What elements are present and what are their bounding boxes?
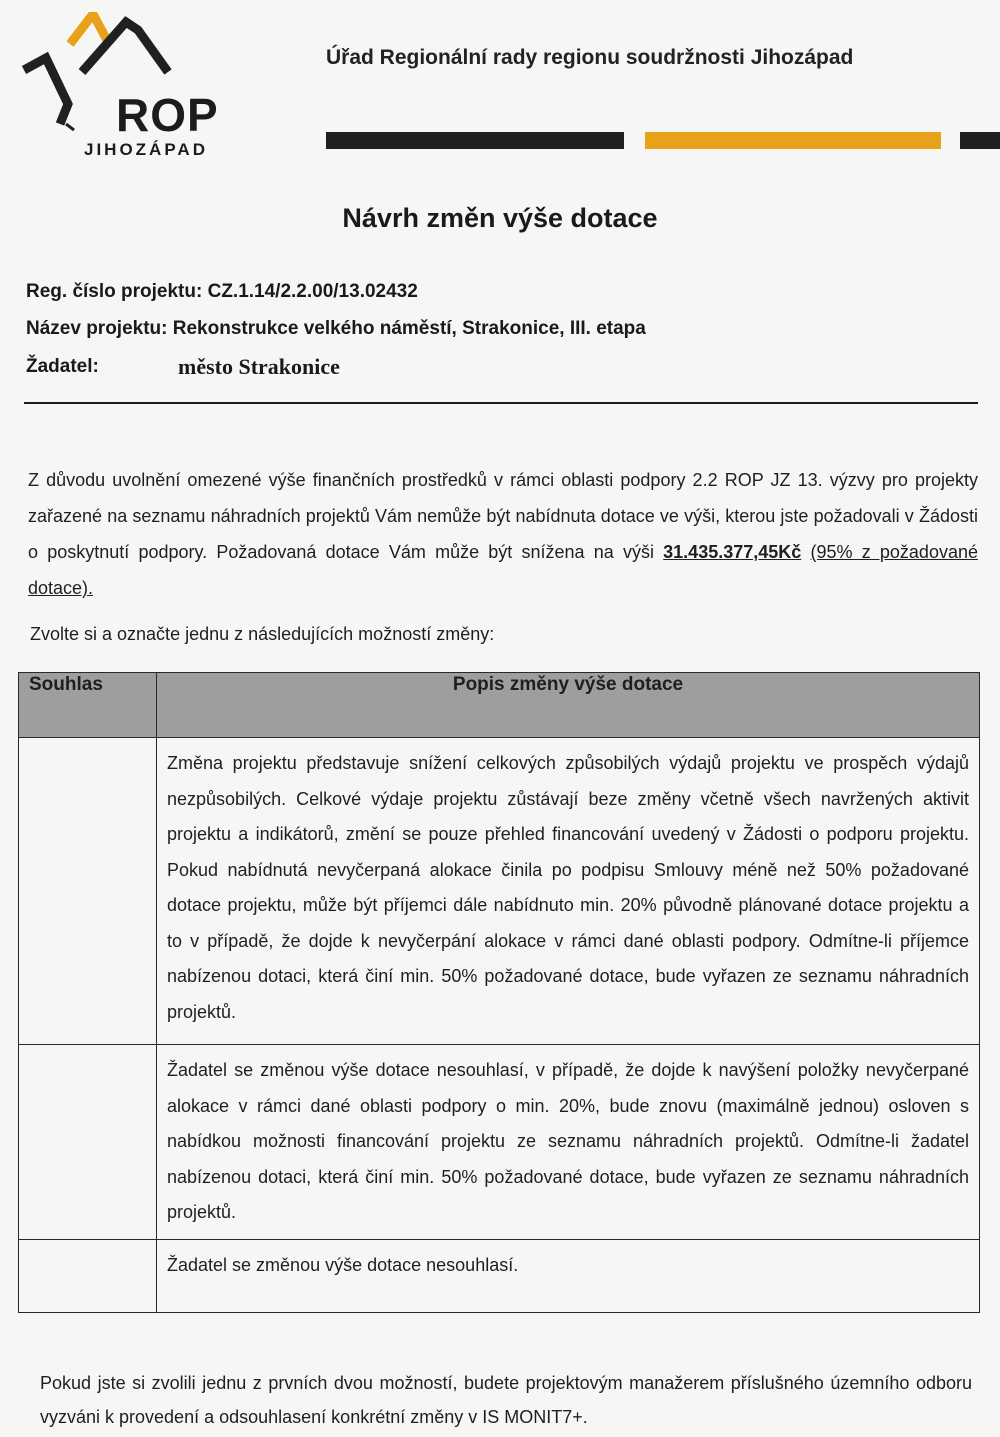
rop-logo	[18, 12, 228, 159]
applicant-value: město Strakonice	[178, 354, 340, 379]
header-description: Popis změny výše dotace	[157, 673, 980, 738]
intro-text: Z důvodu uvolnění omezené výše finančních prostředků v rámci oblasti podpory 2.2 ROP JZ 13. výzvy pro projekty zařazené na seznamu náhradních projektů Vám nemůže být nabídnuta dotace ve výši, kterou jste požadovali v Žádosti o poskytnutí podpory. Požadovaná dotace Vám může být snížena na výši	[28, 470, 978, 562]
applicant-row	[26, 354, 340, 379]
option-description: Žadatel se změnou výše dotace nesouhlasí.	[157, 1239, 980, 1312]
header-divider	[24, 402, 978, 404]
header-bar-dark	[326, 132, 624, 149]
project-name-row	[26, 318, 646, 340]
options-table	[18, 672, 980, 1313]
choose-instruction: Zvolte si a označte jednu z následujících možností změny:	[30, 624, 495, 644]
table-row	[19, 1239, 980, 1312]
agree-checkbox-cell[interactable]	[19, 1239, 157, 1312]
logo-text: ROP	[116, 89, 219, 141]
authority-name: Úřad Regionální rady regionu soudržnosti Jihozápad	[326, 46, 854, 69]
applicant-label: Žadatel:	[26, 356, 99, 377]
option-description: Změna projektu představuje snížení celkových způsobilých výdajů projektu ve prospěch výdajů nezpůsobilých. Celkové výdaje projektu zůstávají beze změny včetně všech navržených aktivit projektu a indikátorů, změní se pouze přehled financování uvedený v Žádosti o podporu projektu. Pokud nabídnutá nevyčerpaná alokace činila po podpisu Smlouvy méně než 50% požadované dotace projektu, může být příjemci dále nabídnuto min. 20% původně plánované dotace projektu a to v případě, že dojde k nevyčerpání alokace v rámci dané oblasti podpory. Odmítne-li příjemce nabízenou dotaci, která činí min. 50% požadované dotace, bude vyřazen ze seznamu náhradních projektů.	[157, 738, 980, 1045]
subsidy-amount: 31.435.377,45Kč	[663, 542, 802, 562]
header-bar-dark-end	[960, 132, 1000, 149]
footer-paragraph: Pokud jste si zvolili jednu z prvních dvou možností, budete projektovým manažerem příslušného územního odboru vyzváni k provedení a odsouhlasení konkrétní změny v IS MONIT7+.	[40, 1373, 972, 1427]
option-description: Žadatel se změnou výše dotace nesouhlasí, v případě, že dojde k navýšení položky nevyčerpané alokace v rámci dané oblasti podpory o min. 20%, bude znovu (maximálně jednou) osloven s nabídkou možnosti financování projektu ze seznamu náhradních projektů. Odmítne-li žadatel nabízenou dotaci, která činí min. 50% požadované dotace, bude vyřazen ze seznamu náhradních projektů.	[157, 1045, 980, 1240]
reg-number-value: CZ.1.14/2.2.00/13.02432	[207, 281, 418, 302]
project-name-label: Název projektu:	[26, 318, 168, 339]
agree-checkbox-cell[interactable]	[19, 1045, 157, 1240]
header-agree: Souhlas	[19, 673, 157, 738]
subsidy-amount-note: (95% z požadované dotace).	[28, 542, 978, 598]
table-row	[19, 738, 980, 1045]
reg-number-label: Reg. číslo projektu:	[26, 281, 203, 302]
reg-number-row	[26, 281, 418, 303]
project-name-value: Rekonstrukce velkého náměstí, Strakonice, III. etapa	[172, 318, 646, 339]
logo-subtext: JIHOZÁPAD	[84, 140, 208, 159]
document-title: Návrh změn výše dotace	[342, 203, 658, 233]
table-header-row	[19, 673, 980, 738]
header-bar-gold	[645, 132, 941, 149]
agree-checkbox-cell[interactable]	[19, 738, 157, 1045]
table-row	[19, 1045, 980, 1240]
intro-paragraph	[28, 462, 978, 606]
